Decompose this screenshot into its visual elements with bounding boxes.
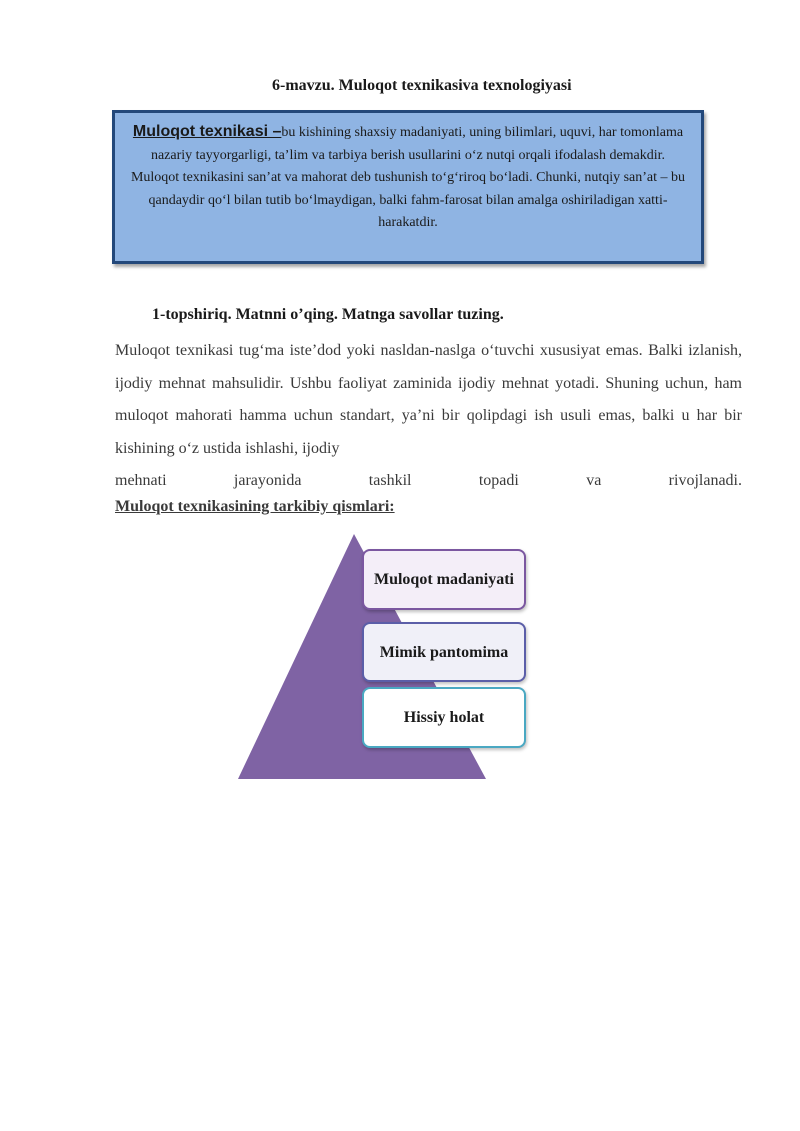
pyramid-item-mimik-pantomima: Mimik pantomima: [362, 622, 526, 682]
paragraph-text: Muloqot texnikasi tug‘ma iste’dod yoki nasldan-naslga o‘tuvchi xususiyat emas. Balki izlanish, ijodiy mehnat mahsulidir. Ushbu faoliyat zaminida ijodiy mehnat yotadi. Shuning uchun, ham muloqot mahorati hamma uchun standart, ya’ni bir qolipdagi ish usuli emas, balki u har bir kishining o‘z ustida ishlashi, ijodiy: [115, 342, 742, 457]
page-title: 6-mavzu. Muloqot texnikasiva texnologiyasi: [272, 77, 572, 94]
body-paragraph: [115, 335, 742, 498]
definition-term: Muloqot texnikasi –: [132, 123, 282, 140]
pyramid-item-hissiy-holat: Hissiy holat: [362, 687, 526, 748]
components-heading: Muloqot texnikasining tarkibiy qismlari:: [115, 498, 395, 515]
task-heading: 1-topshiriq. Matnni o’qing. Matnga savollar tuzing.: [152, 306, 504, 323]
pyramid-item-muloqot-madaniyati: Muloqot madaniyati: [362, 549, 526, 610]
definition-box: [112, 110, 704, 264]
definition-text: bu kishining shaxsiy madaniyati, uning bilimlari, uquvi, har tomonlama nazariy tayyorgarligi, ta’lim va tarbiya berish usullarini oʻz nutqi orqali ifodalash demakdir. Muloqot texnikasini san’at va mahorat deb tushunish to‘gʻriroq boʻladi. Chunki, nutqiy san’at – bu qandaydir qoʻl bilan tutib boʻlmaydigan, balki fahm-farosat bilan amalga oshiriladigan xatti-harakatdir.: [130, 125, 686, 230]
paragraph-last-line: mehnati jarayonida tashkil topadi va rivojlanadi.: [115, 472, 742, 489]
